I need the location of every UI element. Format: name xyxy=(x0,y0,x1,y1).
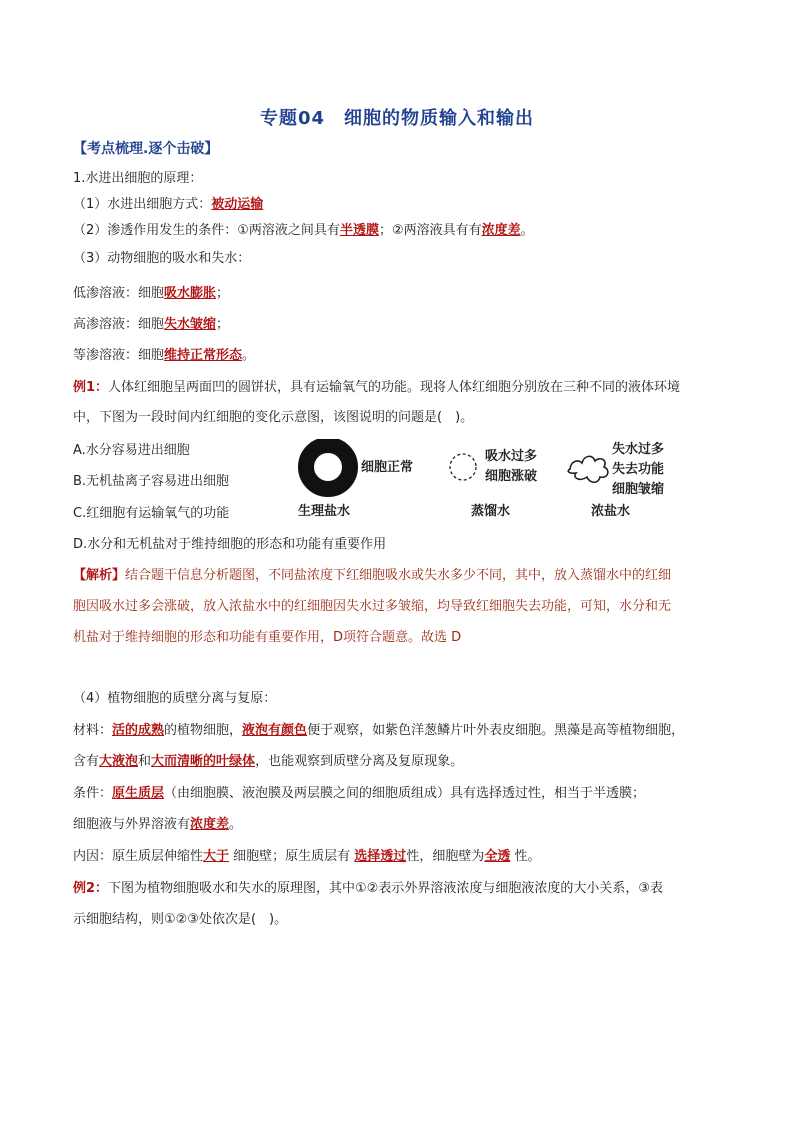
analysis-label: 【解析】 xyxy=(73,568,126,583)
label-shrink-2: 失去功能 xyxy=(612,462,665,477)
answer-large-vacuole: 大液泡 xyxy=(99,754,139,769)
analysis-line-3: 机盐对于维持细胞的形态和功能有重要作用，D项符合题意。故选 D xyxy=(73,630,462,645)
label-brine: 浓盐水 xyxy=(591,504,631,519)
condition-line: 条件：原生质层（由细胞膜、液泡膜及两层膜之间的细胞质组成）具有选择透过性，相当于半透膜； xyxy=(73,786,646,801)
label-shrink-1: 失水过多 xyxy=(612,442,665,457)
answer-fully-permeable: 全透 xyxy=(484,849,511,864)
answer-chloroplast: 大而清晰的叶绿体 xyxy=(151,754,256,769)
burst-cell-icon xyxy=(450,454,476,480)
red-blood-cell-figure xyxy=(293,439,713,529)
answer-colored-vacuole: 液泡有颜色 xyxy=(242,723,308,738)
material-line: 材料：活的成熟的植物细胞，液泡有颜色便于观察，如紫色洋葱鳞片叶外表皮细胞。黑藻是高等植物细胞， xyxy=(73,723,685,738)
example-2-line-1: 例2：下图为植物细胞吸水和失水的原理图，其中①②表示外界溶液浓度与细胞液浓度的大小关系，③表 xyxy=(73,881,664,896)
option-c: C.红细胞有运输氧气的功能 xyxy=(73,506,230,521)
section-heading: 【考点梳理.逐个击破】 xyxy=(73,141,219,157)
answer-protoplast-layer: 原生质层 xyxy=(112,786,165,801)
label-swell-2: 细胞涨破 xyxy=(485,469,538,484)
answer-swell: 吸水膨胀 xyxy=(164,286,217,301)
animal-cell-heading: （3）动物细胞的吸水和失水： xyxy=(73,251,251,266)
condition-line-2: 细胞液与外界溶液有浓度差。 xyxy=(73,817,243,832)
answer-living-mature: 活的成熟 xyxy=(112,723,165,738)
hypotonic-line: 低渗溶液：细胞吸水膨胀； xyxy=(73,286,230,301)
answer-normal-shape: 维持正常形态 xyxy=(164,348,243,363)
isotonic-line: 等渗溶液：细胞维持正常形态。 xyxy=(73,348,256,363)
option-a: A.水分容易进出细胞 xyxy=(73,443,190,458)
example-1-line-1: 例1：人体红细胞呈两面凹的圆饼状，具有运输氧气的功能。现将人体红细胞分别放在三种不同的液体环境 xyxy=(73,380,681,395)
label-shrink-3: 细胞皱缩 xyxy=(612,482,665,497)
answer-greater-than: 大于 xyxy=(203,849,230,864)
label-swell-1: 吸水过多 xyxy=(485,449,538,464)
answer-passive-transport: 被动运输 xyxy=(211,197,264,212)
shrunken-cell-icon xyxy=(568,456,608,482)
answer-shrink: 失水皱缩 xyxy=(164,317,217,332)
analysis-line-2: 胞因吸水过多会涨破，放入浓盐水中的红细胞因失水过多皱缩，均导致红细胞失去功能，可知，水分和无 xyxy=(73,599,672,614)
answer-semipermeable-membrane: 半透膜 xyxy=(339,223,379,238)
answer-selective-permeability: 选择透过 xyxy=(354,849,407,864)
analysis-line-1: 【解析】结合题干信息分析题图，不同盐浓度下红细胞吸水或失水多少不同，其中，放入蒸馏水中的红细 xyxy=(73,568,672,583)
example-2-label: 例2： xyxy=(73,881,109,896)
example-2-line-2: 示细胞结构，则①②③处依次是( )。 xyxy=(73,912,288,927)
option-b: B.无机盐离子容易进出细胞 xyxy=(73,474,230,489)
osmosis-condition-line: （2）渗透作用发生的条件：①两溶液之间具有半透膜；②两溶液具有有浓度差。 xyxy=(73,223,534,238)
label-distilled-water: 蒸馏水 xyxy=(471,504,511,519)
water-transport-line: （1）水进出细胞方式：被动运输 xyxy=(73,197,264,212)
example-1-line-2: 中，下图为一段时间内红细胞的变化示意图，该图说明的问题是( )。 xyxy=(73,410,474,425)
hypertonic-line: 高渗溶液：细胞失水皱缩； xyxy=(73,317,230,332)
option-d: D.水分和无机盐对于维持细胞的形态和功能有重要作用 xyxy=(73,537,387,552)
normal-cell-icon xyxy=(306,445,350,489)
answer-concentration-difference: 浓度差 xyxy=(481,223,521,238)
material-line-2: 含有大液泡和大而清晰的叶绿体，也能观察到质壁分离及复原现象。 xyxy=(73,754,464,769)
label-normal: 细胞正常 xyxy=(361,460,414,475)
plant-cell-heading: （4）植物细胞的质壁分离与复原： xyxy=(73,691,277,706)
example-1-label: 例1： xyxy=(73,380,109,395)
internal-cause-line: 内因：原生质层伸缩性大于 细胞壁；原生质层有 选择透过性，细胞壁为全透 性。 xyxy=(73,849,541,864)
answer-concentration-difference-2: 浓度差 xyxy=(190,817,230,832)
page-title: 专题04 细胞的物质输入和输出 xyxy=(259,108,535,129)
point-1-heading: 1.水进出细胞的原理： xyxy=(73,171,203,186)
label-saline: 生理盐水 xyxy=(298,504,351,519)
